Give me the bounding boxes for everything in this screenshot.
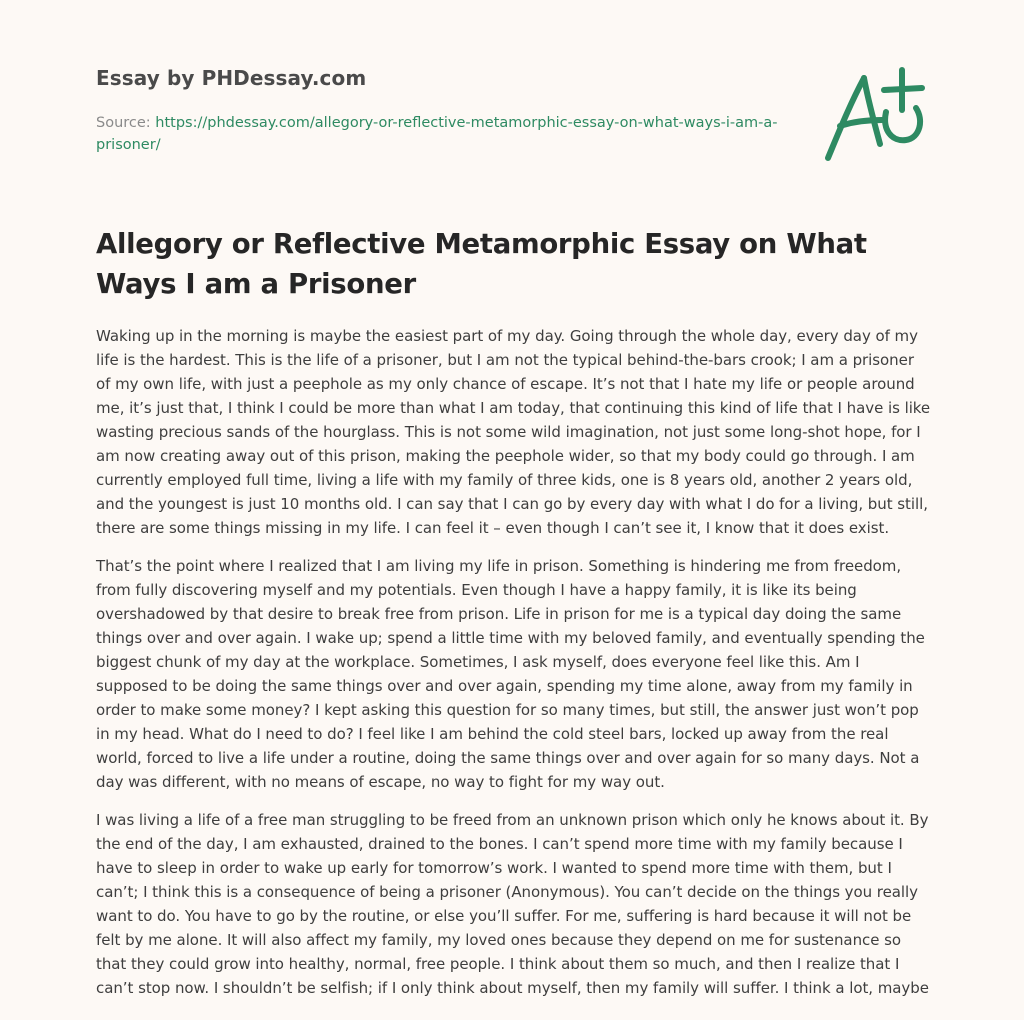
essay-title: Allegory or Reflective Metamorphic Essay on What Ways I am a Prisoner xyxy=(96,228,867,300)
essay-body xyxy=(96,324,932,1014)
source-line xyxy=(96,112,786,156)
source-label: Source: xyxy=(96,115,151,131)
essay-paragraph: That’s the point where I realized that I am living my life in prison. Something is hindering me from freedom, from fully discovering myself and my potentials. Even though I have a happy family, it is like its being overshadowed by that desire to break free from prison. Life in prison for me is a typical day doing the same things over and over again. I wake up; spend a little time with my beloved family, and eventually spending the biggest chunk of my day at the workplace. Sometimes, I ask myself, does everyone feel like this. Am I supposed to be doing the same things over and over again, spending my time alone, away from my family in order to make some money? I kept asking this question for so many times, but still, the answer just won’t pop in my head. What do I need to do? I feel like I am behind the cold steel bars, locked up away from the real world, forced to live a life under a routine, doing the same things over and over again for so many days. Not a day was different, with no means of escape, no way to fight for my way out. xyxy=(96,557,925,791)
site-name: Essay by PHDessay.com xyxy=(96,66,367,90)
essay-paragraph: Waking up in the morning is maybe the easiest part of my day. Going through the whole day, every day of my life is the hardest. This is the life of a prisoner, but I am not the typical behind-the-bars crook; I am a prisoner of my own life, with just a peephole as my only chance of escape. It’s not that I hate my life or people around me, it’s just that, I think I could be more than what I am today, that continuing this kind of life that I have is like wasting precious sands of the hourglass. This is not some wild imagination, not just some long-shot hope, for I am now creating away out of this prison, making the peephole wider, so that my body could go through. I am currently employed full time, living a life with my family of three kids, one is 8 years old, another 2 years old, and the youngest is just 10 months old. I can say that I can go by every day with what I do for a living, but still, there are some things missing in my life. I can feel it – even though I can’t see it, I know that it does exist. xyxy=(96,327,931,537)
source-link[interactable]: https://phdessay.com/allegory-or-reflective-metamorphic-essay-on-what-ways-i-am-a-prisoner/ xyxy=(96,115,778,153)
a-plus-logo-icon xyxy=(822,64,930,164)
essay-paragraph: I was living a life of a free man struggling to be freed from an unknown prison which only he knows about it. By the end of the day, I am exhausted, drained to the bones. I can’t spend more time with my family because I have to sleep in order to wake up early for tomorrow’s work. I wanted to spend more time with them, but I can’t; I think this is a consequence of being a prisoner (Anonymous). You can’t decide on the things you really want to do. You have to go by the routine, or else you’ll suffer. For me, suffering is hard because it will not be felt by me alone. It will also affect my family, my loved ones because they depend on me for sustenance so that they could grow into healthy, normal, free people. I think about them so much, and then I realize that I can’t stop now. I shouldn’t be selfish; if I only think about myself, then my family will suffer. I think a lot, maybe xyxy=(96,811,929,997)
